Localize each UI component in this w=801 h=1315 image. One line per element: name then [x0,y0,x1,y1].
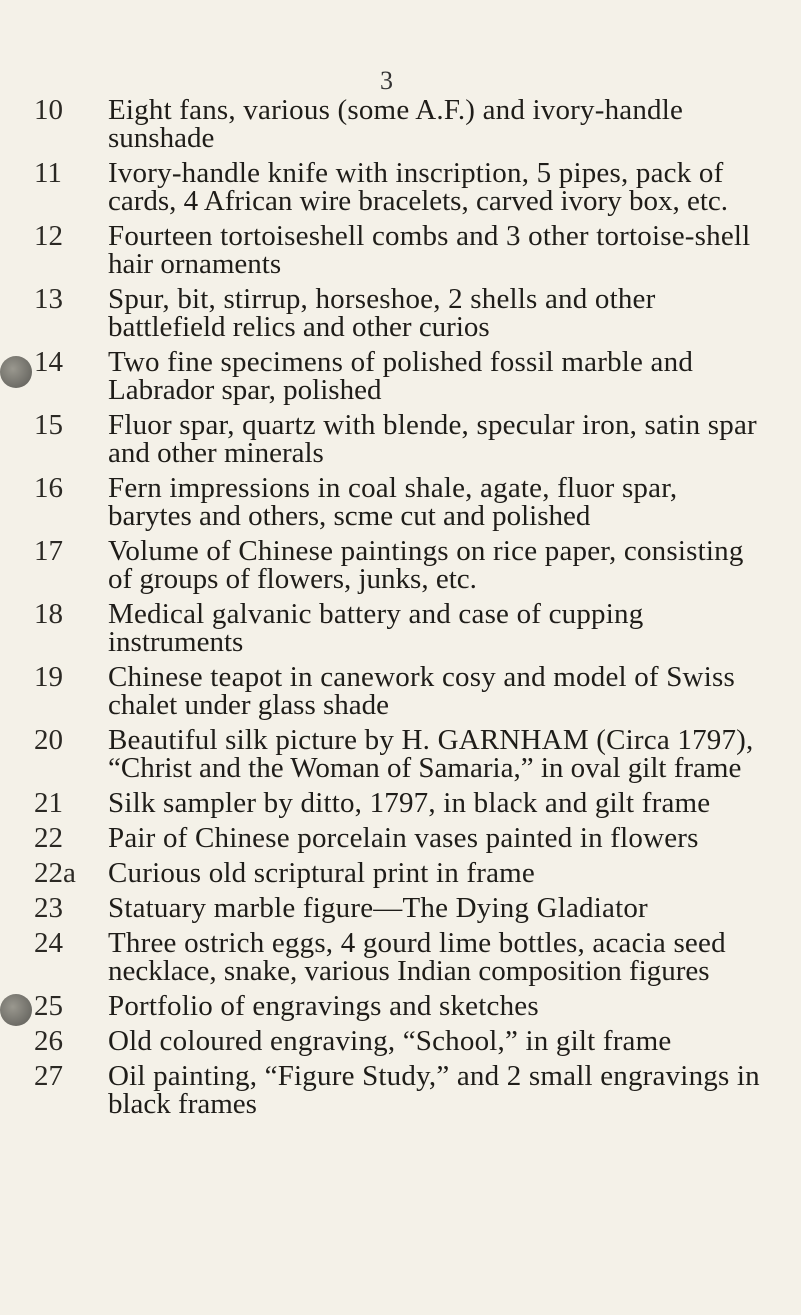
lot-item [34,992,764,1020]
lot-description: Chinese teapot in canework cosy and model of Swiss chalet under glass shade [108,661,735,721]
lot-item [34,96,764,152]
lot-list [34,96,764,1125]
lot-item [34,1062,764,1118]
lot-number: 23 [34,892,63,924]
lot-number: 22 [34,822,63,854]
lot-item [34,859,764,887]
lot-number: 20 [34,724,63,756]
binding-hole-bottom [0,994,32,1026]
lot-description: Ivory-handle knife with inscription, 5 pipes, pack of cards, 4 African wire bracelets, carved ivory box, etc. [108,157,729,217]
lot-number: 10 [34,94,63,126]
lot-description: Beautiful silk picture by H. GARNHAM (Circa 1797), “Christ and the Woman of Samaria,” in oval gilt frame [108,724,754,784]
lot-item [34,348,764,404]
lot-item [34,600,764,656]
lot-number: 26 [34,1025,63,1057]
lot-number: 19 [34,661,63,693]
lot-number: 13 [34,283,63,315]
lot-number: 21 [34,787,63,819]
lot-number: 17 [34,535,63,567]
lot-description: Old coloured engraving, “School,” in gilt frame [108,1025,672,1057]
lot-number: 16 [34,472,63,504]
lot-number: 18 [34,598,63,630]
lot-item [34,894,764,922]
lot-description: Oil painting, “Figure Study,” and 2 small engravings in black frames [108,1060,760,1120]
lot-number: 14 [34,346,63,378]
lot-item [34,929,764,985]
lot-description: Silk sampler by ditto, 1797, in black and gilt frame [108,787,711,819]
lot-description: Curious old scriptural print in frame [108,857,536,889]
lot-description: Fluor spar, quartz with blende, specular iron, satin spar and other minerals [108,409,757,469]
lot-description: Fourteen tortoiseshell combs and 3 other tortoise-shell hair ornaments [108,220,751,280]
lot-number: 27 [34,1060,63,1092]
lot-item [34,726,764,782]
lot-number: 25 [34,990,63,1022]
lot-description: Pair of Chinese porcelain vases painted in flowers [108,822,699,854]
lot-description: Spur, bit, stirrup, horseshoe, 2 shells and other battlefield relics and other curios [108,283,656,343]
page-number: 3 [380,66,393,95]
lot-description: Volume of Chinese paintings on rice paper, consisting of groups of flowers, junks, etc. [108,535,744,595]
lot-description: Eight fans, various (some A.F.) and ivory-handle sunshade [108,94,684,154]
lot-item [34,1027,764,1055]
lot-number: 12 [34,220,63,252]
lot-item [34,159,764,215]
lot-description: Medical galvanic battery and case of cupping instruments [108,598,644,658]
lot-item [34,663,764,719]
lot-number: 22a [34,857,76,889]
lot-number: 24 [34,927,63,959]
lot-item [34,222,764,278]
lot-item [34,285,764,341]
lot-description: Fern impressions in coal shale, agate, fluor spar, barytes and others, scme cut and polished [108,472,678,532]
lot-item [34,537,764,593]
lot-item [34,474,764,530]
lot-number: 11 [34,157,62,189]
lot-description: Two fine specimens of polished fossil marble and Labrador spar, polished [108,346,694,406]
lot-description: Statuary marble figure—The Dying Gladiator [108,892,648,924]
lot-item [34,411,764,467]
lot-number: 15 [34,409,63,441]
lot-description: Three ostrich eggs, 4 gourd lime bottles, acacia seed necklace, snake, various Indian composition figures [108,927,726,987]
lot-description: Portfolio of engravings and sketches [108,990,539,1022]
binding-hole-top [0,356,32,388]
lot-item [34,824,764,852]
lot-item [34,789,764,817]
